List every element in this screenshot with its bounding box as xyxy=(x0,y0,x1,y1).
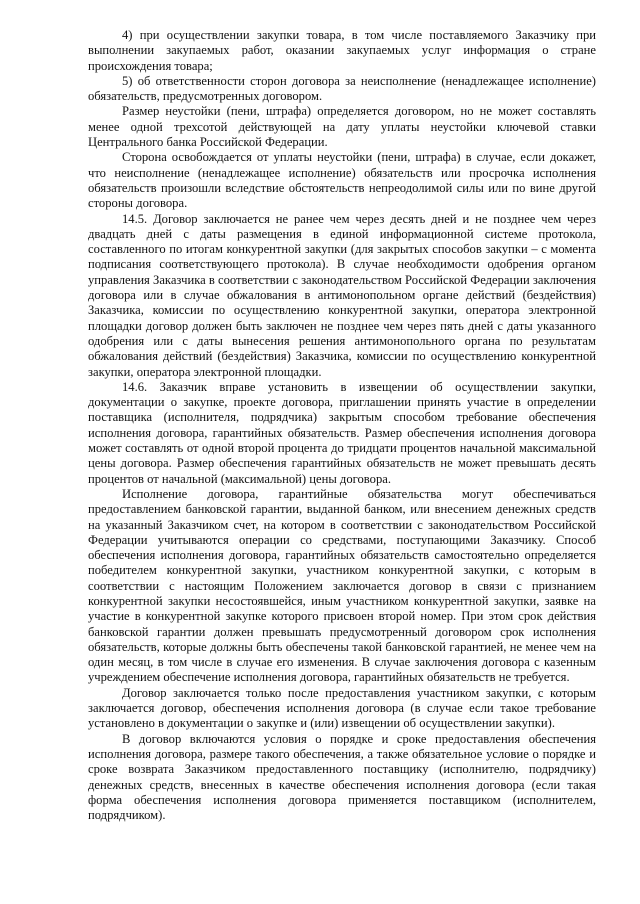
paragraph-security-methods: Исполнение договора, гарантийные обязательства могут обеспечиваться предоставлением банковской гарантии, выданной банком, или внесением денежных средств на указанный Заказчиком счет, на котором в соответствии с законодательством Российской Федерации учитываются операции со средствами, поступающими Заказчику. Способ обеспечения исполнения договора, гарантийных обязательств самостоятельно определяется победителем конкурентной закупки, участником конкурентной закупки, с которым в соответствии с настоящим Положением заключается договор в связи с признанием конкурентной закупки несостоявшейся, иным участником конкурентной закупки, заявке на участие в конкурентной закупке которого присвоен второй номер. При этом срок действия банковской гарантии должен превышать предусмотренный договором срок исполнения обязательств, которые должны быть обеспечены такой банковской гарантией, не менее чем на один месяц, в том числе в случае его изменения. В случае заключения договора с казенным учреждением обеспечение исполнения договора, гарантийных обязательств не требуется. xyxy=(88,486,596,685)
paragraph-14-6: 14.6. Заказчик вправе установить в извещении об осуществлении закупки, документации о закупке, проекте договора, приглашении принять участие в определении поставщика (исполнителя, подрядчика) закрытым способом требование обеспечения исполнения договора, гарантийных обязательств. Размер обеспечения исполнения договора может составлять от одной второй процента до тридцати процентов начальной максимальной цены договора. Размер обеспечения гарантийных обязательств не может превышать десять процентов от начальной (максимальной) цены договора. xyxy=(88,379,596,486)
paragraph-item-4-country-of-origin: 4) при осуществлении закупки товара, в том числе поставляемого Заказчику при выполнении закупаемых работ, оказании закупаемых услуг информация о стране происхождения товара; xyxy=(88,28,596,73)
paragraph-item-5-liability: 5) об ответственности сторон договора за неисполнение (ненадлежащее исполнение) обязательств, предусмотренных договором. xyxy=(88,73,596,104)
document-page xyxy=(88,28,596,823)
paragraph-penalty-amount: Размер неустойки (пени, штрафа) определяется договором, но не может составлять менее одной трехсотой действующей на дату уплаты неустойки ключевой ставки Центрального банка Российской Федерации. xyxy=(88,104,596,150)
paragraph-14-5: 14.5. Договор заключается не ранее чем через десять дней и не позднее чем через двадцать дней с даты размещения в единой информационной системе протокола, составленного по итогам конкурентной закупки (для закрытых способов закупки – с момента подписания соответствующего протокола). В случае необходимости одобрения органом управления Заказчика в соответствии с законодательством Российской Федерации заключения договора или в случае обжалования в антимонопольном органе действий (бездействия) Заказчика, комиссии по осуществлению конкурентной закупки, оператора электронной площадки договор должен быть заключен не позднее чем через пять дней с даты указанного одобрения или с даты вынесения решения антимонопольного органа по результатам обжалования действий (бездействия) Заказчика, комиссии по осуществлению конкурентной закупки, оператора электронной площадки. xyxy=(88,211,596,379)
paragraph-contract-conclusion: Договор заключается только после предоставления участником закупки, с которым заключается договор, обеспечения исполнения договора (в случае если такое требование установлено в документации о закупке и (или) извещении об осуществлении закупки). xyxy=(88,685,596,731)
paragraph-penalty-exemption: Сторона освобождается от уплаты неустойки (пени, штрафа) в случае, если докажет, что неисполнение (ненадлежащее исполнение) обязательств или просрочка исполнения обязательств произошли вследствие обстоятельств непреодолимой силы или по вине другой стороны договора. xyxy=(88,150,596,211)
paragraph-contract-conditions: В договор включаются условия о порядке и сроке предоставления обеспечения исполнения договора, размере такого обеспечения, а также обязательное условие о порядке и сроке возврата Заказчиком предоставленного поставщику (исполнителю, подрядчику) денежных средств, внесенных в качестве обеспечения исполнения договора (если такая форма обеспечения исполнения договора применяется поставщиком (исполнителем, подрядчиком). xyxy=(88,731,596,823)
